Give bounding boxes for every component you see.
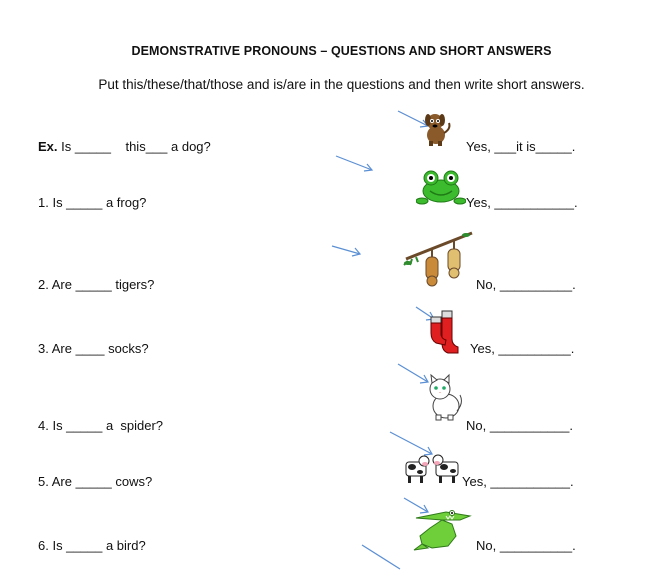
answer-5: Yes, ___________. (462, 474, 574, 489)
question-2: 2. Are _____ tigers? (38, 277, 155, 292)
question-example-text: Is _____ this___ a dog? (61, 139, 211, 154)
answer-4: No, ___________. (466, 418, 573, 433)
dog-icon (420, 111, 452, 147)
answer-1: Yes, ___________. (466, 195, 578, 210)
tigers-icon (402, 229, 474, 289)
question-3: 3. Are ____ socks? (38, 341, 149, 356)
example-label: Ex. (38, 139, 58, 154)
answer-example: Yes, ___it is_____. (466, 139, 576, 154)
answer-2: No, __________. (476, 277, 576, 292)
question-6: 6. Is _____ a bird? (38, 538, 146, 553)
worksheet-title: DEMONSTRATIVE PRONOUNS – QUESTIONS AND SHORT ANSWERS (131, 44, 552, 58)
cat-icon (424, 373, 464, 421)
question-example (38, 139, 211, 154)
question-4: 4. Is _____ a spider? (38, 418, 164, 433)
arrow-icon (334, 154, 376, 174)
instructions: Put this/these/that/those and is/are in the questions and then write short answers. (98, 77, 585, 92)
question-1: 1. Is _____ a frog? (38, 195, 147, 210)
crocodile-icon (412, 506, 474, 552)
question-5: 5. Are _____ cows? (38, 474, 153, 489)
answer-6: No, __________. (476, 538, 576, 553)
frog-icon (416, 169, 466, 207)
socks-icon (428, 309, 464, 355)
arrow-icon (330, 244, 364, 258)
cows-icon (404, 452, 462, 486)
answer-3: Yes, __________. (470, 341, 575, 356)
arrow-icon (360, 543, 404, 571)
